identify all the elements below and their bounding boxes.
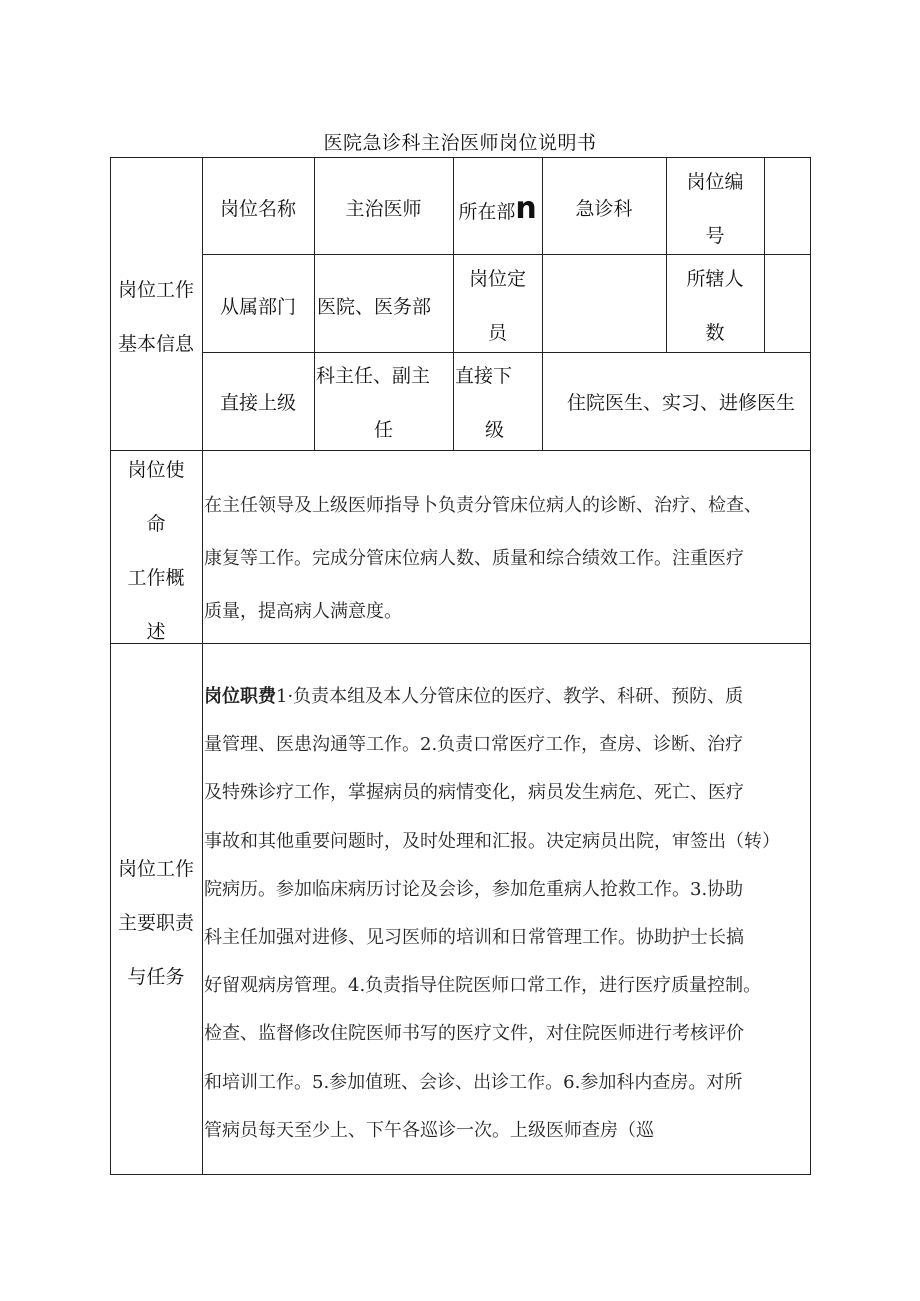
headcount-label: 岗位定 员: [468, 268, 526, 344]
affiliated-label: 从属部门: [219, 296, 296, 318]
direct-reports-value: 住院医生、实习、进修医生: [567, 392, 796, 414]
affiliated-value: 医院、医务部: [317, 296, 432, 318]
duties-label: 岗位工作 主要职责 与任务: [117, 858, 194, 988]
position-name-label: 岗位名称: [219, 198, 296, 220]
direct-reports-label: 直接下 级: [455, 365, 513, 441]
subordinates-label: 所辖人 数: [686, 268, 744, 344]
superior-value: 科主任、副主 任: [316, 365, 431, 441]
superior-label: 直接上级: [219, 392, 296, 414]
document-title: 医院急诊科主治医师岗位说明书: [323, 132, 597, 154]
department-value: 急诊科: [575, 198, 633, 220]
duties-text: 岗位职费1·负责本组及本人分管床位的医疗、教学、科研、预防、质 量管理、医患沟通等工作。2.负责口常医疗工作，查房、诊断、治疗 及特殊诊疗工作，掌握病员的病情变化，病员发生病危、死亡、医疗 事故和其他重要问题时，及时处理和汇报。决定病员出院，审签出（转） 院病历。参加临床病历讨论及会诊，参加危重病人抢救工作。3.协助 科主任加强对进修、见习医师的培训和日常管理工作。协助护士长搞 好留观病房管理。4.负责指导住院医师口常工作，进行医疗质量控制。 检查、监督修改住院医师书写的医疗文件，对住院医师进行考核评价 和培训工作。5.参加值班、会诊、出诊工作。6.参加科内查房。对所 管病员每天至少上、下午各巡诊一次。上级医师查房（巡: [204, 686, 780, 1141]
mission-label: 岗位使 命 工作概 述: [127, 459, 185, 643]
department-label: 所在部n: [458, 191, 537, 226]
position-code-label: 岗位编 号: [686, 171, 744, 247]
position-name-value: 主治医师: [345, 198, 422, 220]
mission-text: 在主任领导及上级医师指导卜负责分管床位病人的诊断、治疗、检查、 康复等工作。完成分管床位病人数、质量和综合绩效工作。注重医疗 质量，提高病人满意度。: [204, 495, 762, 622]
basic-info-label: 岗位工作 基本信息: [117, 279, 194, 355]
